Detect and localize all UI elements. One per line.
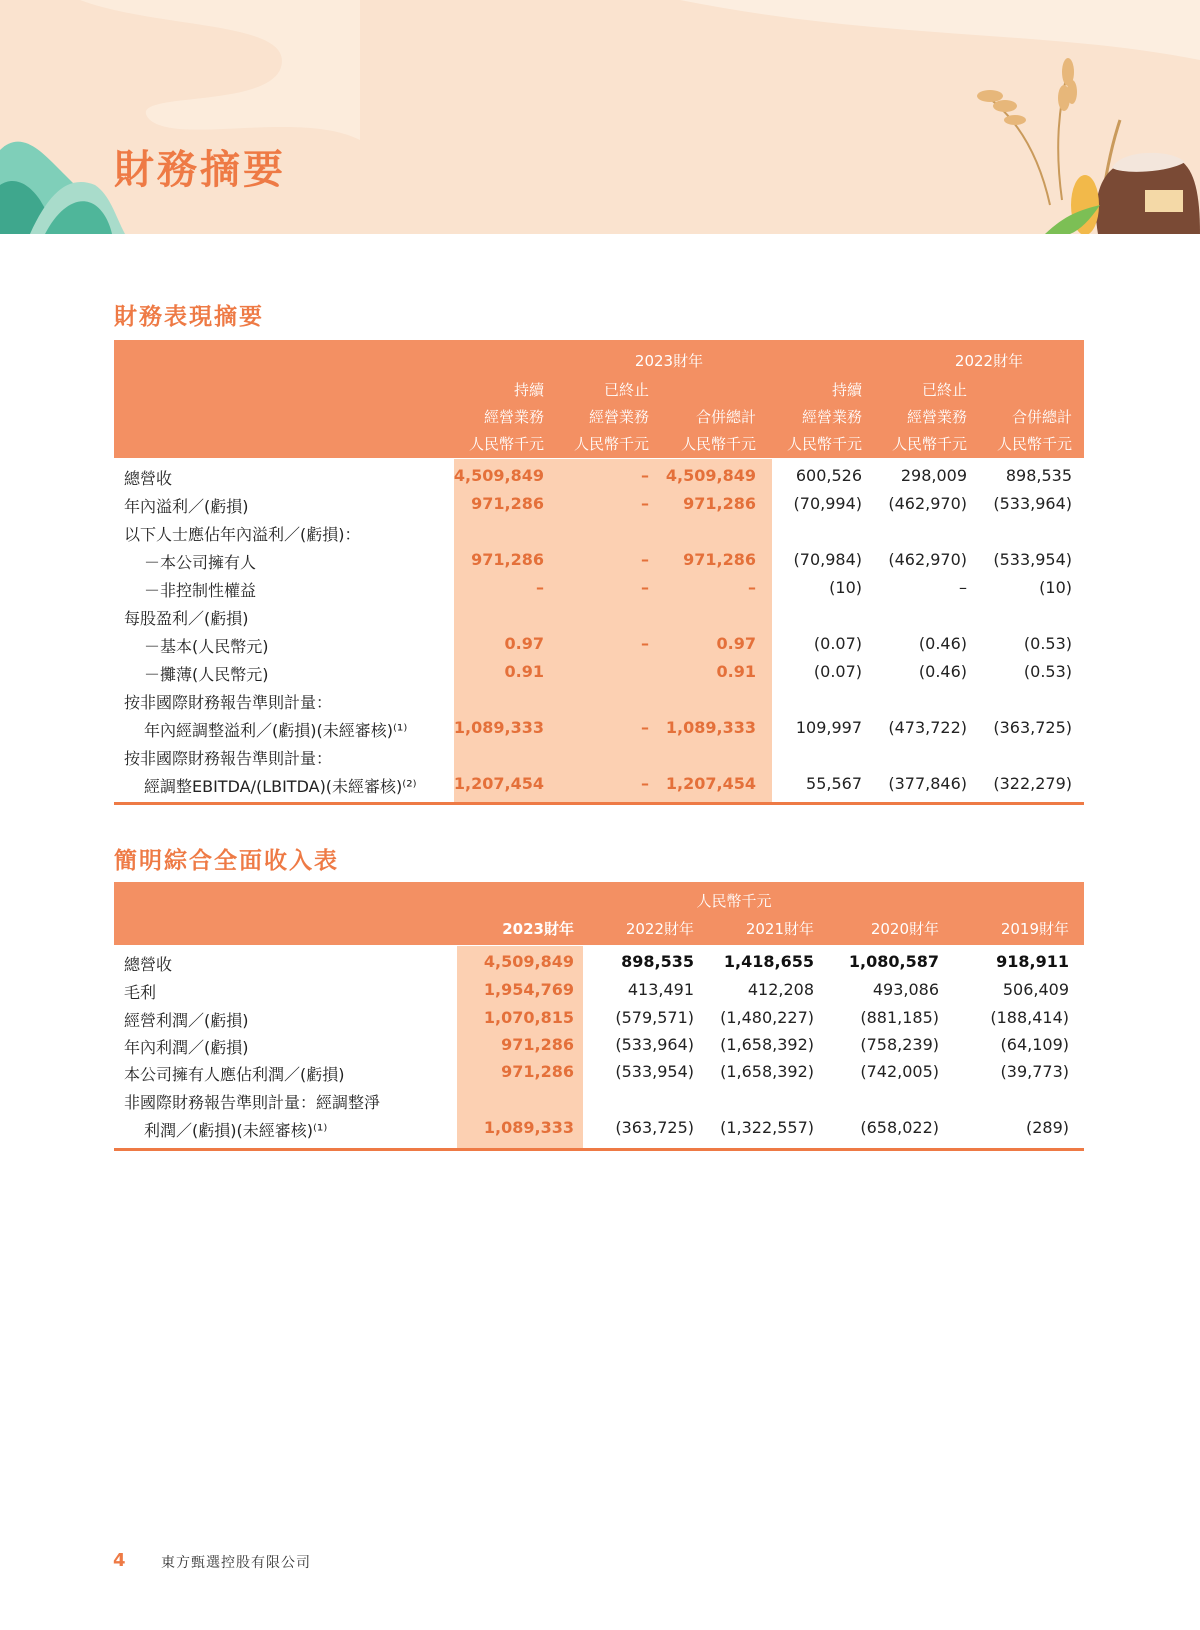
summary-cell: 898,535 — [1005, 466, 1072, 485]
summary-row-label: －本公司擁有人 — [144, 553, 257, 572]
summary-cell: (0.46) — [918, 634, 967, 653]
income-row-label: 毛利 — [124, 983, 157, 1002]
income-cell: (881,185) — [860, 1008, 939, 1027]
summary-cell: – — [641, 578, 649, 597]
income-cell: (188,414) — [990, 1008, 1069, 1027]
summary-row-label: 年內經調整溢利／(虧損)(未經審核)⁽¹⁾ — [144, 721, 408, 740]
summary-cell: – — [641, 718, 649, 737]
income-cell: (533,964) — [615, 1035, 694, 1054]
summary-cell: (462,970) — [888, 550, 967, 569]
summary-cell: 971,286 — [683, 494, 756, 513]
summary-cell: 0.97 — [716, 634, 756, 653]
income-row-label: 經營利潤／(虧損) — [124, 1011, 249, 1030]
income-cell: 413,491 — [627, 980, 694, 999]
col-header: 持續 — [831, 381, 862, 399]
year-header: 2022財年 — [625, 920, 694, 938]
income-cell: (533,954) — [615, 1062, 694, 1081]
summary-cell: 298,009 — [900, 466, 967, 485]
summary-cell: 4,509,849 — [453, 466, 544, 485]
income-cell: 1,954,769 — [483, 980, 574, 999]
summary-cell: 1,207,454 — [665, 774, 756, 793]
col-header: 合併總計 — [1011, 408, 1072, 426]
section-title-income: 簡明綜合全面收入表 — [114, 848, 339, 874]
year-2022-label: 2022財年 — [954, 352, 1024, 370]
summary-cell: 0.97 — [504, 634, 544, 653]
summary-cell: (377,846) — [888, 774, 967, 793]
summary-cell: 1,207,454 — [453, 774, 544, 793]
income-cell: 1,089,333 — [483, 1118, 574, 1137]
summary-cell: (70,984) — [793, 550, 862, 569]
income-cell: (1,658,392) — [720, 1062, 814, 1081]
income-cell: 4,509,849 — [483, 952, 574, 971]
summary-table — [114, 340, 1084, 808]
income-cell: 1,070,815 — [483, 1008, 574, 1027]
col-header: 經營業務 — [483, 408, 544, 426]
summary-cell: 55,567 — [806, 774, 862, 793]
summary-cell: 971,286 — [471, 494, 544, 513]
summary-cell: – — [641, 774, 649, 793]
income-cell: (579,571) — [615, 1008, 694, 1027]
summary-cell: 971,286 — [471, 550, 544, 569]
col-header: 經營業務 — [906, 408, 967, 426]
summary-header — [114, 340, 1084, 458]
summary-cell: (533,964) — [993, 494, 1072, 513]
summary-cell: (462,970) — [888, 494, 967, 513]
summary-row-label: －非控制性權益 — [144, 581, 257, 600]
col-header: 持續 — [513, 381, 544, 399]
income-cell: 971,286 — [501, 1035, 574, 1054]
summary-cell: (0.07) — [813, 634, 862, 653]
summary-cell: 4,509,849 — [665, 466, 756, 485]
page-title: 財務摘要 — [114, 147, 286, 193]
summary-row-label: 經調整EBITDA/(LBITDA)(未經審核)⁽²⁾ — [144, 777, 417, 796]
col-header: 已終止 — [921, 381, 967, 399]
summary-cell: – — [641, 494, 649, 513]
col-header: 經營業務 — [801, 408, 862, 426]
income-cell: (363,725) — [615, 1118, 694, 1137]
summary-cell: (10) — [829, 578, 862, 597]
income-bottom-rule — [114, 1148, 1084, 1151]
year-2023-label: 2023財年 — [634, 352, 704, 370]
income-cell: 412,208 — [747, 980, 814, 999]
summary-cell: – — [959, 578, 967, 597]
income-cell: (742,005) — [860, 1062, 939, 1081]
income-cell: 493,086 — [872, 980, 939, 999]
summary-cell: (363,725) — [993, 718, 1072, 737]
summary-cell: 109,997 — [795, 718, 862, 737]
page-number: 4 — [113, 1550, 126, 1571]
summary-cell: 0.91 — [504, 662, 544, 681]
summary-cell: (0.53) — [1023, 634, 1072, 653]
col-header: 人民幣千元 — [996, 435, 1072, 453]
summary-cell: 1,089,333 — [453, 718, 544, 737]
summary-row-label: 總營收 — [124, 469, 173, 488]
summary-cell: – — [536, 578, 544, 597]
income-row-label: 利潤／(虧損)(未經審核)⁽¹⁾ — [144, 1121, 328, 1140]
year-header: 2020財年 — [870, 920, 939, 938]
income-cell: 1,418,655 — [723, 952, 814, 971]
income-row-label: 年內利潤／(虧損) — [124, 1038, 249, 1057]
income-cell: 1,080,587 — [848, 952, 939, 971]
summary-cell: (0.07) — [813, 662, 862, 681]
income-row-label: 非國際財務報告準則計量：經調整淨 — [124, 1093, 381, 1112]
income-row-label: 總營收 — [124, 955, 173, 974]
income-row-label: 本公司擁有人應佔利潤／(虧損) — [124, 1065, 345, 1084]
income-cell: (658,022) — [860, 1118, 939, 1137]
currency-label: 人民幣千元 — [696, 892, 772, 910]
summary-cell: 971,286 — [683, 550, 756, 569]
summary-row-label: －攤薄(人民幣元) — [144, 665, 269, 684]
summary-cell: (0.53) — [1023, 662, 1072, 681]
section-title-summary: 財務表現摘要 — [114, 304, 264, 330]
summary-row-label: 每股盈利／(虧損) — [124, 609, 249, 628]
summary-cell: 1,089,333 — [665, 718, 756, 737]
year-header: 2021財年 — [745, 920, 814, 938]
income-cell: (289) — [1025, 1118, 1069, 1137]
summary-row-label: 按非國際財務報告準則計量： — [124, 693, 333, 712]
header-banner — [0, 0, 1200, 234]
income-cell: (39,773) — [1000, 1062, 1069, 1081]
summary-cell: (10) — [1039, 578, 1072, 597]
col-header: 已終止 — [603, 381, 649, 399]
company-name: 東方甄選控股有限公司 — [161, 1555, 311, 1571]
banner-illustration — [0, 0, 1200, 234]
summary-row-label: 按非國際財務報告準則計量： — [124, 749, 333, 768]
summary-cell: (473,722) — [888, 718, 967, 737]
col-header: 人民幣千元 — [468, 435, 544, 453]
summary-cell: – — [641, 466, 649, 485]
summary-cell: 600,526 — [795, 466, 862, 485]
summary-row-label: 年內溢利／(虧損) — [124, 497, 249, 516]
summary-cell: 0.91 — [716, 662, 756, 681]
summary-cell: (533,954) — [993, 550, 1072, 569]
summary-cell: – — [641, 550, 649, 569]
income-cell: 971,286 — [501, 1062, 574, 1081]
income-cell: 918,911 — [996, 952, 1069, 971]
income-header — [114, 882, 1084, 945]
income-cell: (1,658,392) — [720, 1035, 814, 1054]
income-cell: (758,239) — [860, 1035, 939, 1054]
year-header: 2023財年 — [502, 920, 574, 938]
col-header: 人民幣千元 — [573, 435, 649, 453]
income-cell: (1,322,557) — [720, 1118, 814, 1137]
col-header: 合併總計 — [695, 408, 756, 426]
col-header: 經營業務 — [588, 408, 649, 426]
income-cell: (64,109) — [1000, 1035, 1069, 1054]
col-header: 人民幣千元 — [891, 435, 967, 453]
summary-cell: – — [641, 634, 649, 653]
summary-row-label: 以下人士應佔年內溢利／(虧損)： — [124, 525, 361, 544]
summary-cell: – — [748, 578, 756, 597]
summary-row-label: －基本(人民幣元) — [144, 637, 269, 656]
col-header: 人民幣千元 — [786, 435, 862, 453]
summary-cell: (70,994) — [793, 494, 862, 513]
summary-bottom-rule — [114, 802, 1084, 805]
col-header: 人民幣千元 — [680, 435, 756, 453]
income-cell: 898,535 — [621, 952, 694, 971]
summary-cell: (0.46) — [918, 662, 967, 681]
summary-cell: (322,279) — [993, 774, 1072, 793]
income-cell: (1,480,227) — [720, 1008, 814, 1027]
year-header: 2019財年 — [1000, 920, 1069, 938]
income-table — [114, 882, 1084, 1152]
income-cell: 506,409 — [1002, 980, 1069, 999]
